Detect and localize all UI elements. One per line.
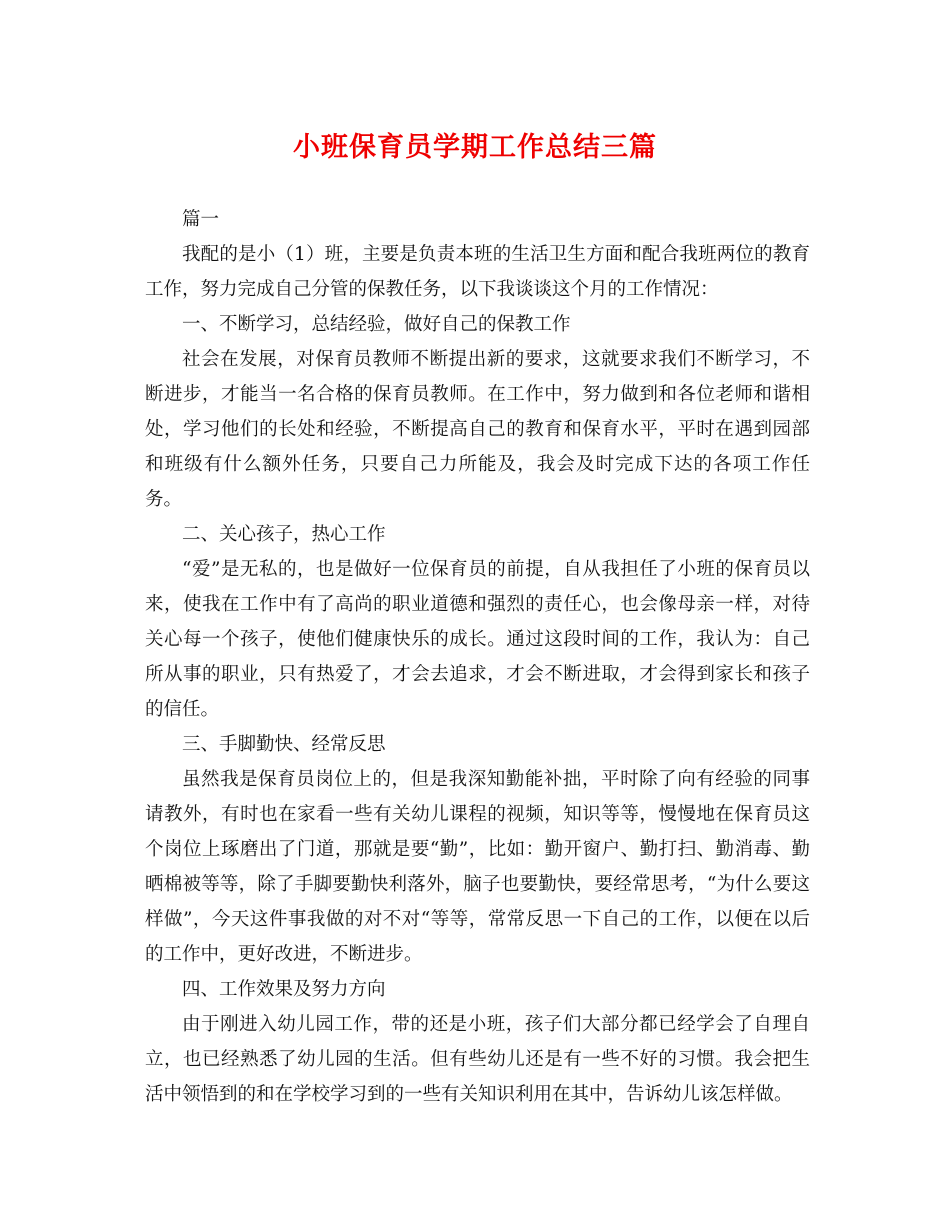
section-label: 篇一 <box>182 209 220 230</box>
heading-2: 二、关心孩子，热心工作 <box>182 524 386 545</box>
heading-1: 一、不断学习，总结经验，做好自己的保教工作 <box>182 314 571 335</box>
paragraph-2: “爱”是无私的，也是做好一位保育员的前提，自从我担任了小班的保育员以来，使我在工作中有了高尚的职业道德和强烈的责任心，也会像母亲一样，对待关心每一个孩子，使他们健康快乐的成长。通过这段时间的工作，我认为：自己所从事的职业，只有热爱了，才会去追求，才会不断进取，才会得到家长和孩子的信任。 <box>145 559 810 720</box>
intro-paragraph: 我配的是小（1）班，主要是负责本班的生活卫生方面和配合我班两位的教育工作，努力完成自己分管的保教任务，以下我谈谈这个月的工作情况： <box>145 244 810 300</box>
document-body <box>145 202 810 1112</box>
paragraph-3: 虽然我是保育员岗位上的，但是我深知勤能补拙，平时除了向有经验的同事请教外，有时也在家看一些有关幼儿课程的视频，知识等等，慢慢地在保育员这个岗位上琢磨出了门道，那就是要“勤”，比如：勤开窗户、勤打扫、勤消毒、勤晒棉被等等，除了手脚要勤快利落外，脑子也要勤快，要经常思考，“为什么要这样做”，今天这件事我做的对不对“等等，常常反思一下自己的工作，以便在以后的工作中，更好改进，不断进步。 <box>145 769 810 965</box>
paragraph-1: 社会在发展，对保育员教师不断提出新的要求，这就要求我们不断学习，不断进步，才能当一名合格的保育员教师。在工作中，努力做到和各位老师和谐相处，学习他们的长处和经验，不断提高自己的教育和保育水平，平时在遇到园部和班级有什么额外任务，只要自己力所能及，我会及时完成下达的各项工作任务。 <box>145 349 810 510</box>
paragraph-4: 由于刚进入幼儿园工作，带的还是小班，孩子们大部分都已经学会了自理自立，也已经熟悉了幼儿园的生活。但有些幼儿还是有一些不好的习惯。我会把生活中领悟到的和在学校学习到的一些有关知识利用在其中，告诉幼儿该怎样做。 <box>145 1014 810 1105</box>
document-title: 小班保育员学期工作总结三篇 <box>293 132 657 163</box>
heading-4: 四、工作效果及努力方向 <box>182 979 386 1000</box>
heading-3: 三、手脚勤快、经常反思 <box>182 734 386 755</box>
